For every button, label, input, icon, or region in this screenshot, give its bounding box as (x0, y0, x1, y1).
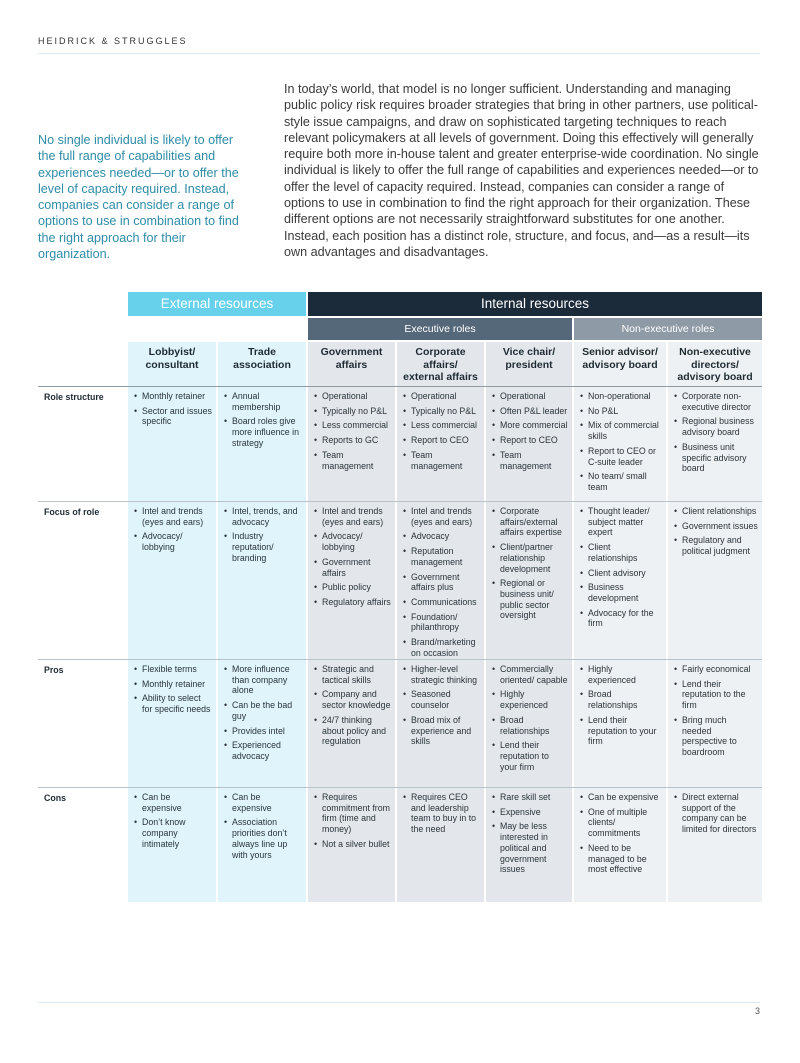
cell-bullet-item: • One of multiple clients/ commitments (580, 807, 662, 839)
cell-bullet-item: • Often P&L leader (492, 406, 568, 417)
cell-bullet-item: • Team management (492, 450, 568, 471)
cell-bullet-item: • Operational (492, 391, 568, 402)
cell-bullet-list (403, 792, 480, 839)
cell-bullet-list (580, 391, 662, 497)
page-number: 3 (754, 1006, 760, 1016)
cell-bullet-item: • Government affairs plus (403, 572, 480, 593)
row-label: Cons (44, 793, 66, 803)
cell-bullet-item: • Advocacy (403, 531, 480, 542)
cell-bullet-item: • Highly experienced (492, 689, 568, 710)
cell-bullet-item: • Experienced advocacy (224, 740, 302, 761)
cell-bullet-item: • Business development (580, 582, 662, 603)
cell-bullet-item: • Can be expensive (224, 792, 302, 813)
cell-bullet-list (224, 792, 302, 864)
cell-bullet-item: • Intel and trends (eyes and ears) (134, 506, 212, 527)
cell-bullet-item: • Broad mix of experience and skills (403, 715, 480, 747)
cell-bullet-list (492, 664, 568, 776)
cell-bullet-list (492, 506, 568, 625)
cell-bullet-item: • Higher-level strategic thinking (403, 664, 480, 685)
cell-bullet-list (224, 664, 302, 766)
cell-bullet-item: • Monthly retainer (134, 679, 212, 690)
cell-bullet-item: • Reports to GC (314, 435, 391, 446)
cell-bullet-item: • Report to CEO or C-suite leader (580, 446, 662, 467)
cell-bullet-item: • Can be expensive (134, 792, 212, 813)
cell-bullet-list (134, 391, 212, 431)
row-divider (38, 659, 762, 660)
cell-bullet-item: • Ability to select for specific needs (134, 693, 212, 714)
cell-bullet-item: • Requires CEO and leadership team to buy in to the need (403, 792, 480, 835)
cell-bullet-item: • Mix of commercial skills (580, 420, 662, 441)
column-header: Trade association (233, 346, 291, 371)
cell-bullet-list (314, 506, 391, 612)
cell-bullet-item: • Company and sector knowledge (314, 689, 391, 710)
cell-bullet-item: • Brand/marketing on occasion (403, 637, 480, 658)
cell-bullet-item: • Flexible terms (134, 664, 212, 675)
cell-bullet-item: • Typically no P&L (314, 406, 391, 417)
cell-bullet-list (403, 506, 480, 662)
cell-bullet-list (224, 506, 302, 568)
cell-bullet-item: • Can be the bad guy (224, 700, 302, 721)
cell-bullet-item: • Rare skill set (492, 792, 568, 803)
header-divider (38, 386, 762, 387)
cell-bullet-item: • Intel and trends (eyes and ears) (403, 506, 480, 527)
cell-bullet-item: • Client advisory (580, 568, 662, 579)
cell-bullet-item: • Government affairs (314, 557, 391, 578)
cell-bullet-item: • Advocacy for the firm (580, 608, 662, 629)
cell-bullet-item: • Report to CEO (403, 435, 480, 446)
cell-bullet-list (403, 664, 480, 751)
cell-bullet-item: • Association priorities don’t always line up with yours (224, 817, 302, 860)
cell-bullet-item: • Requires commitment from firm (time and money) (314, 792, 391, 835)
cell-bullet-item: • More commercial (492, 420, 568, 431)
cell-bullet-item: • More influence than company alone (224, 664, 302, 696)
cell-bullet-item: • Can be expensive (580, 792, 662, 803)
cell-bullet-list (314, 664, 391, 751)
cell-bullet-item: • Strategic and tactical skills (314, 664, 391, 685)
cell-bullet-list (403, 391, 480, 475)
cell-bullet-item: • Thought leader/ subject matter expert (580, 506, 662, 538)
cell-bullet-item: • Expensive (492, 807, 568, 818)
cell-bullet-item: • Corporate affairs/external affairs expertise (492, 506, 568, 538)
cell-bullet-item: • Regulatory and political judgment (674, 535, 758, 556)
cell-bullet-item: • Advocacy/ lobbying (134, 531, 212, 552)
cell-bullet-item: • 24/7 thinking about policy and regulation (314, 715, 391, 747)
cell-bullet-item: • May be less interested in political and government issues (492, 821, 568, 875)
cell-bullet-item: • Need to be managed to be most effective (580, 843, 662, 875)
cell-bullet-item: • Foundation/ philanthropy (403, 612, 480, 633)
cell-bullet-item: • Direct external support of the company can be limited for directors (674, 792, 758, 835)
cell-bullet-list (134, 792, 212, 854)
cell-bullet-item: • Client relationships (580, 542, 662, 563)
cell-bullet-item: • Broad relationships (492, 715, 568, 736)
cell-bullet-item: • Board roles give more influence in strategy (224, 416, 302, 448)
cell-bullet-item: • Government issues (674, 521, 758, 532)
cell-bullet-list (674, 792, 758, 839)
pull-quote: No single individual is likely to offer the full range of capabilities and experiences needed—or to offer the level of capacity required. Instead, companies can consider a range of options to use in combination to find the right approach for their organization. (38, 133, 239, 262)
cell-bullet-item: • Less commercial (314, 420, 391, 431)
cell-bullet-item: • Client/partner relationship development (492, 542, 568, 574)
intro-paragraph: In today’s world, that model is no longer sufficient. Understanding and managing public policy risk requires broader strategies that bring in other partners, use political-style issue campaigns, and draw on sophisticated targeting techniques to reach relevant policymakers at all levels of government. Doing this effectively will generally require both more in-house talent and greater enterprise-wide coordination. No single individual is likely to offer the full range of capabilities and experiences needed—or to offer the level of capacity required. Instead, companies can consider a range of options to use in combination to find the right approach for their organization. These different options are not necessarily straightforward substitutes for one another. Instead, each position has a distinct role, structure, and focus, and—as a result—its own advantages and disadvantages. (284, 82, 759, 259)
cell-bullet-item: • Reputation management (403, 546, 480, 567)
column-header: Non-executive directors/ advisory board (677, 346, 753, 383)
cell-bullet-item: • Corporate non-executive director (674, 391, 758, 412)
cell-bullet-item: • Bring much needed perspective to boardroom (674, 715, 758, 758)
cell-bullet-list (314, 391, 391, 475)
cell-bullet-item: • No P&L (580, 406, 662, 417)
bottom-divider (38, 1002, 760, 1003)
cell-bullet-item: • Don’t know company intimately (134, 817, 212, 849)
cell-bullet-item: • Less commercial (403, 420, 480, 431)
cell-bullet-list (492, 391, 568, 475)
cell-bullet-item: • Communications (403, 597, 480, 608)
cell-bullet-list (314, 792, 391, 854)
row-divider (38, 501, 762, 502)
cell-bullet-item: • Lend their reputation to your firm (492, 740, 568, 772)
cell-bullet-item: • Public policy (314, 582, 391, 593)
column-header: Government affairs (320, 346, 383, 371)
row-divider (38, 787, 762, 788)
cell-bullet-list (580, 664, 662, 751)
cell-bullet-list (580, 506, 662, 633)
cell-bullet-item: • Industry reputation/ branding (224, 531, 302, 563)
cell-bullet-item: • Lend their reputation to the firm (674, 679, 758, 711)
cell-bullet-list (134, 506, 212, 557)
cell-bullet-item: • Highly experienced (580, 664, 662, 685)
cell-bullet-list (674, 664, 758, 762)
cell-bullet-item: • Advocacy/ lobbying (314, 531, 391, 552)
row-label: Pros (44, 665, 64, 675)
cell-bullet-list (224, 391, 302, 453)
cell-bullet-item: • Operational (403, 391, 480, 402)
brand-header: HEIDRICK & STRUGGLES (38, 36, 188, 46)
cell-bullet-item: • Team management (314, 450, 391, 471)
cell-bullet-item: • Non-operational (580, 391, 662, 402)
cell-bullet-item: • Intel and trends (eyes and ears) (314, 506, 391, 527)
group-header-internal: Internal resources (308, 292, 762, 316)
group-header-external: External resources (128, 292, 306, 316)
cell-bullet-item: • Monthly retainer (134, 391, 212, 402)
cell-bullet-item: • Operational (314, 391, 391, 402)
cell-bullet-list (492, 792, 568, 879)
cell-bullet-list (580, 792, 662, 879)
cell-bullet-item: • Annual membership (224, 391, 302, 412)
cell-bullet-item: • Not a silver bullet (314, 839, 391, 850)
cell-bullet-item: • Broad relationships (580, 689, 662, 710)
column-header: Vice chair/ president (502, 346, 556, 371)
cell-bullet-item: • Client relationships (674, 506, 758, 517)
row-label: Focus of role (44, 507, 100, 517)
cell-bullet-item: • Provides intel (224, 726, 302, 737)
cell-bullet-item: • Regulatory affairs (314, 597, 391, 608)
cell-bullet-item: • Business unit specific advisory board (674, 442, 758, 474)
cell-bullet-item: • No team/ small team (580, 471, 662, 492)
cell-bullet-list (674, 506, 758, 561)
cell-bullet-list (674, 391, 758, 478)
column-header: Senior advisor/ advisory board (582, 346, 658, 371)
cell-bullet-item: • Team management (403, 450, 480, 471)
cell-bullet-item: • Fairly economical (674, 664, 758, 675)
column-header: Corporate affairs/ external affairs (403, 346, 478, 383)
cell-bullet-item: • Report to CEO (492, 435, 568, 446)
column-header: Lobbyist/ consultant (145, 346, 199, 371)
cell-bullet-item: • Regional business advisory board (674, 416, 758, 437)
top-divider (38, 53, 760, 54)
cell-bullet-item: • Commercially oriented/ capable (492, 664, 568, 685)
cell-bullet-item: • Typically no P&L (403, 406, 480, 417)
cell-bullet-item: • Sector and issues specific (134, 406, 212, 427)
cell-bullet-list (134, 664, 212, 719)
cell-bullet-item: • Intel, trends, and advocacy (224, 506, 302, 527)
cell-bullet-item: • Lend their reputation to your firm (580, 715, 662, 747)
cell-bullet-item: • Seasoned counselor (403, 689, 480, 710)
row-label: Role structure (44, 392, 104, 402)
cell-bullet-item: • Regional or business unit/ public sector oversight (492, 578, 568, 621)
subgroup-header-executive: Executive roles (308, 318, 572, 340)
subgroup-header-nonexecutive: Non-executive roles (574, 318, 762, 340)
